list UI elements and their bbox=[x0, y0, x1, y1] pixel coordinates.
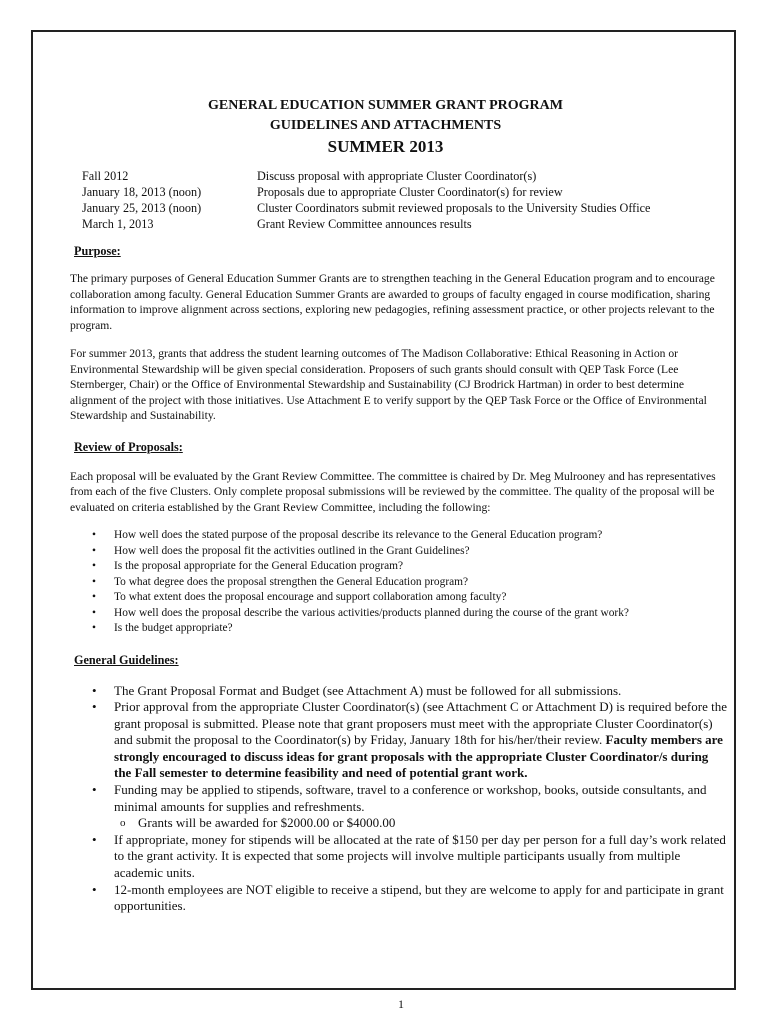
purpose-paragraph-1: The primary purposes of General Education Summer Grants are to strengthen teaching in the General Education program and to encourage collaboration among faculty. General Education Summer Grants are awarded to groups of faculty engaged in course modification, sharing information to improve alignment across sections, exploring new pedagogies, refining assessment practice, or other projects relevant to the program. bbox=[70, 272, 715, 332]
document-page bbox=[31, 30, 736, 1011]
title-line-3: SUMMER 2013 bbox=[327, 137, 444, 156]
guidelines-heading: General Guidelines: bbox=[74, 652, 179, 667]
schedule-date: Fall 2012 bbox=[82, 169, 129, 183]
list-item: • To what extent does the proposal encourage and support collaboration among faculty? bbox=[114, 590, 728, 606]
list-item: • 12-month employees are NOT eligible to receive a stipend, but they are welcome to apply for and participate in grant opportunities. bbox=[114, 882, 728, 915]
purpose-paragraph-2: For summer 2013, grants that address the student learning outcomes of The Madison Collaborative: Ethical Reasoning in Action or Environmental Stewardship will be given special consideration. Proposers of such grants should consult with QEP Task Force (Lee Sternberger, Chair) or the Office of Environmental Stewardship and Sustainability (CJ Brodrick Hartman) in order to best determine alignment of the project with those initiatives. Use Attachment E to verify support by the QEP Task Force or the Office of Environmental Stewardship and Sustainability. bbox=[70, 347, 707, 422]
schedule-desc: Cluster Coordinators submit reviewed proposals to the University Studies Office bbox=[257, 201, 651, 215]
schedule-desc: Proposals due to appropriate Cluster Coordinator(s) for review bbox=[257, 185, 563, 199]
schedule-row bbox=[78, 216, 698, 232]
list-item: • Is the proposal appropriate for the General Education program? bbox=[114, 559, 728, 575]
document-content bbox=[70, 96, 727, 915]
list-item: • How well does the stated purpose of the proposal describe its relevance to the General Education program? bbox=[114, 528, 728, 544]
purpose-heading: Purpose: bbox=[74, 244, 121, 258]
list-item bbox=[114, 782, 728, 832]
guideline-text: Prior approval from the appropriate Cluster Coordinator(s) (see Attachment C or Attachment D) is required before the grant proposal is submitted. Please note that grant proposers must meet with the appropriate Cluster Coordinator(s) and submit the proposal to the Coordinator(s) by Friday, January 18th for his/her/their review. bbox=[114, 699, 727, 748]
list-item bbox=[114, 699, 728, 782]
sub-list-item: o Grants will be awarded for $2000.00 or $4000.00 bbox=[138, 815, 728, 832]
sub-list bbox=[114, 815, 728, 832]
schedule-desc: Discuss proposal with appropriate Cluster Coordinator(s) bbox=[257, 169, 537, 183]
guideline-text: Funding may be applied to stipends, software, travel to a conference or workshop, books, outside consultants, and minimal amounts for supplies and refreshments. bbox=[114, 782, 707, 814]
guideline-emphasis: Faculty members are strongly encouraged to discuss ideas for grant proposals with the appropriate Cluster Coordinator/s during the Fall semester to determine feasibility and need of potential grant work. bbox=[114, 732, 723, 781]
review-heading: Review of Proposals: bbox=[74, 439, 183, 454]
list-item: • Is the budget appropriate? bbox=[114, 621, 728, 637]
review-paragraph: Each proposal will be evaluated by the Grant Review Committee. The committee is chaired by Dr. Meg Mulrooney and has representatives from each of the five Clusters. Only complete proposal submissions will be reviewed by the committee. The quality of the proposal will be evaluated on criteria established by the Grant Review Committee, including the following: bbox=[70, 469, 716, 514]
guidelines-list bbox=[70, 683, 728, 915]
page-number: 1 bbox=[398, 997, 404, 1011]
review-criteria-list bbox=[70, 528, 728, 637]
schedule-row bbox=[78, 168, 698, 184]
schedule-date: January 25, 2013 (noon) bbox=[82, 201, 202, 215]
schedule bbox=[78, 168, 698, 232]
list-item: • How well does the proposal fit the activities outlined in the Grant Guidelines? bbox=[114, 544, 728, 560]
schedule-row bbox=[78, 200, 698, 216]
schedule-row bbox=[78, 184, 698, 200]
list-item: • To what degree does the proposal strengthen the General Education program? bbox=[114, 575, 728, 591]
list-item: • How well does the proposal describe the various activities/products planned during the course of the grant work? bbox=[114, 606, 728, 622]
title-line-1: GENERAL EDUCATION SUMMER GRANT PROGRAM bbox=[208, 98, 563, 113]
schedule-date: March 1, 2013 bbox=[82, 217, 154, 231]
schedule-desc: Grant Review Committee announces results bbox=[257, 217, 472, 231]
schedule-date: January 18, 2013 (noon) bbox=[82, 185, 202, 199]
title-line-2: GUIDELINES AND ATTACHMENTS bbox=[269, 118, 502, 133]
list-item: • If appropriate, money for stipends will be allocated at the rate of $150 per day per person for a full day’s work related to the grant activity. It is expected that some projects will involve multiple participants usually from multiple academic units. bbox=[114, 832, 728, 882]
list-item: • The Grant Proposal Format and Budget (see Attachment A) must be followed for all submissions. bbox=[114, 683, 728, 700]
